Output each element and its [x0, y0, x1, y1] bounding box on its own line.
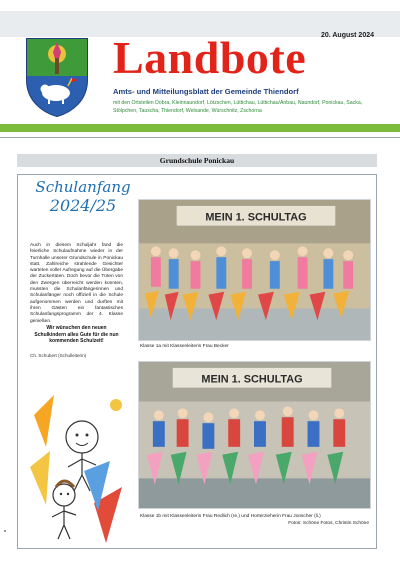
class-1b-photo [138, 361, 371, 509]
article-title-line2: 2024/25 [49, 196, 117, 215]
photo-credit: Fotos: Schöne Fotos, Christin Schöne [288, 521, 369, 526]
article-body: Auch in diesem Schuljahr fand die feierliche Schulaufnahme wieder in der Turnhalle unserer Grundschule in Ponickau statt. Zahlreiche strahlende Gesichter warteten voller Aufregung auf die Übergabe der Zuckertüten. Doch bevor die Tüten von den Zwergen überreicht werden konnten, mussten die Schulanfängerinnen und Schulanfänger noch offiziell in die Schule aufgenommen werden und durften mit ihren Gästen ein fantastisches Schulanfangsprogramm der 4. Klasse genießen. [30, 243, 123, 324]
section-heading: Grundschule Ponickau [17, 154, 377, 167]
district-list: mit den Ortsteilen Dobra, Kleinnaundorf, Lötzschen, Lüttichau, Lüttichau/Anbau, Naundorf, Ponickau, Sacka, Stölpchen, Tauscha, Thiendorf, Welxande, Würschnitz, Zschorna [113, 100, 363, 114]
masthead-title: Landbote [113, 32, 307, 83]
class-1a-banner: MEIN 1. SCHULTAG [205, 211, 307, 224]
header-divider [0, 137, 400, 138]
article-wish: Wir wünschen den neuen Schulkindern alles Gute für die nun kommenden Schulzeit! [34, 325, 119, 345]
class-1a-caption: Klasse 1a mit Klassenleiterin Frau Becker [140, 344, 229, 349]
class-1a-photo [138, 199, 371, 341]
header-green-band [0, 124, 400, 132]
article-author: Ch. Schubert (Schulleiterin) [30, 353, 87, 358]
children-with-school-cones-drawing-icon [24, 375, 132, 545]
margin-mark [4, 530, 6, 532]
article-title-line1: Schulanfang [35, 178, 131, 196]
masthead-subtitle: Amts- und Mitteilungsblatt der Gemeinde Thiendorf [113, 87, 299, 96]
issue-date: 20. August 2024 [320, 32, 374, 39]
class-1b-banner: MEIN 1. SCHULTAG [201, 373, 303, 386]
class-1b-caption: Klasse 1b mit Klassenleiterin Frau Redlich (re.) und Horterzieherin Frau Jonscher (li.) [140, 514, 321, 519]
header [0, 0, 400, 143]
article-frame [17, 174, 377, 549]
coat-of-arms-icon [24, 36, 90, 118]
